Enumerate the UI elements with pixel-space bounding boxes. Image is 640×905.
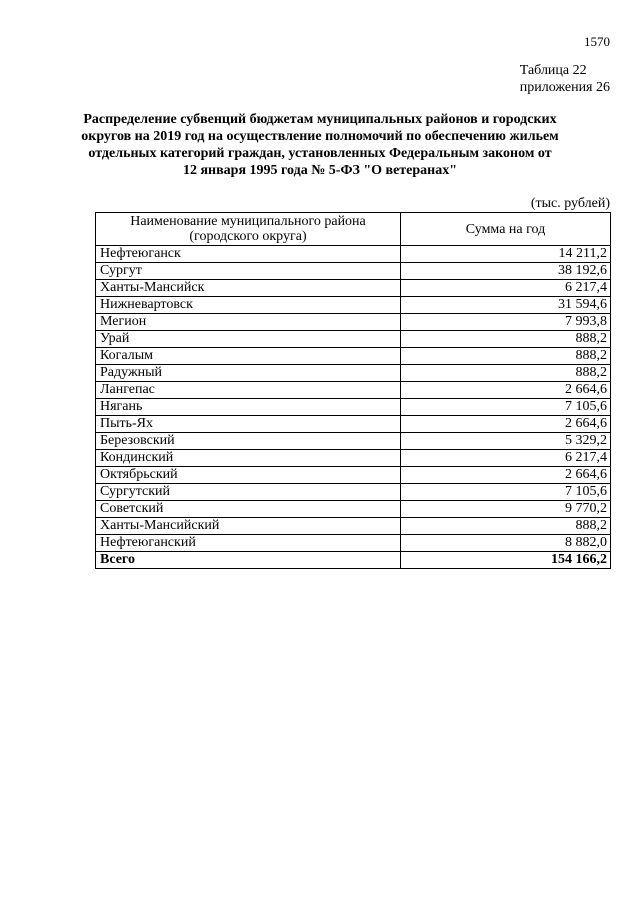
row-amount: 7 105,6	[401, 399, 611, 416]
header-name: Наименование муниципального района (городского округа)	[96, 213, 401, 246]
row-name: Нефтеюганск	[96, 246, 401, 263]
subsidy-table	[95, 212, 611, 569]
row-name: Ханты-Мансийский	[96, 518, 401, 535]
table-row	[96, 501, 611, 518]
table-row	[96, 297, 611, 314]
table-row	[96, 263, 611, 280]
row-name: Советский	[96, 501, 401, 518]
row-name: Лангепас	[96, 382, 401, 399]
document-title: Распределение субвенций бюджетам муниципальных районов и городских округов на 2019 год на осуществление полномочий по обеспечению жильем отдельных категорий граждан, установленных Федеральным законом от 12 января 1995 года № 5-ФЗ "О ветеранах"	[81, 112, 559, 178]
table-row	[96, 467, 611, 484]
row-name: Нижневартовск	[96, 297, 401, 314]
row-name: Нягань	[96, 399, 401, 416]
table-reference	[520, 62, 610, 96]
table-total-row	[96, 552, 611, 569]
row-name: Березовский	[96, 433, 401, 450]
table-row	[96, 484, 611, 501]
row-amount: 8 882,0	[401, 535, 611, 552]
total-amount: 154 166,2	[401, 552, 611, 569]
table-row	[96, 246, 611, 263]
row-name: Пыть-Ях	[96, 416, 401, 433]
table-header-row	[96, 213, 611, 246]
row-amount: 2 664,6	[401, 416, 611, 433]
row-amount: 9 770,2	[401, 501, 611, 518]
row-amount: 6 217,4	[401, 450, 611, 467]
table-row	[96, 433, 611, 450]
table-row	[96, 399, 611, 416]
table-body	[96, 246, 611, 569]
page-number: 1570	[584, 34, 610, 49]
row-name: Радужный	[96, 365, 401, 382]
row-name: Сургутский	[96, 484, 401, 501]
row-name: Когалым	[96, 348, 401, 365]
row-amount: 888,2	[401, 348, 611, 365]
table-row	[96, 365, 611, 382]
table-row	[96, 535, 611, 552]
row-amount: 7 105,6	[401, 484, 611, 501]
row-name: Мегион	[96, 314, 401, 331]
row-name: Ханты-Мансийск	[96, 280, 401, 297]
row-name: Кондинский	[96, 450, 401, 467]
row-amount: 5 329,2	[401, 433, 611, 450]
table-row	[96, 331, 611, 348]
table-row	[96, 348, 611, 365]
row-amount: 888,2	[401, 365, 611, 382]
row-amount: 31 594,6	[401, 297, 611, 314]
table-ref-line2: приложения 26	[519, 80, 610, 95]
row-amount: 38 192,6	[401, 263, 611, 280]
row-name: Урай	[96, 331, 401, 348]
row-amount: 7 993,8	[401, 314, 611, 331]
table-row	[96, 450, 611, 467]
total-label: Всего	[96, 552, 401, 569]
row-amount: 888,2	[401, 518, 611, 535]
row-name: Сургут	[96, 263, 401, 280]
row-name: Нефтеюганский	[96, 535, 401, 552]
row-amount: 6 217,4	[401, 280, 611, 297]
table-row	[96, 314, 611, 331]
row-amount: 14 211,2	[401, 246, 611, 263]
table-row	[96, 280, 611, 297]
units-label: (тыс. рублей)	[530, 196, 610, 211]
header-amount: Сумма на год	[401, 213, 611, 246]
row-amount: 888,2	[401, 331, 611, 348]
row-name: Октябрьский	[96, 467, 401, 484]
table-row	[96, 382, 611, 399]
row-amount: 2 664,6	[401, 467, 611, 484]
row-amount: 2 664,6	[401, 382, 611, 399]
table-row	[96, 416, 611, 433]
table-ref-line1: Таблица 22	[519, 63, 587, 78]
table-row	[96, 518, 611, 535]
